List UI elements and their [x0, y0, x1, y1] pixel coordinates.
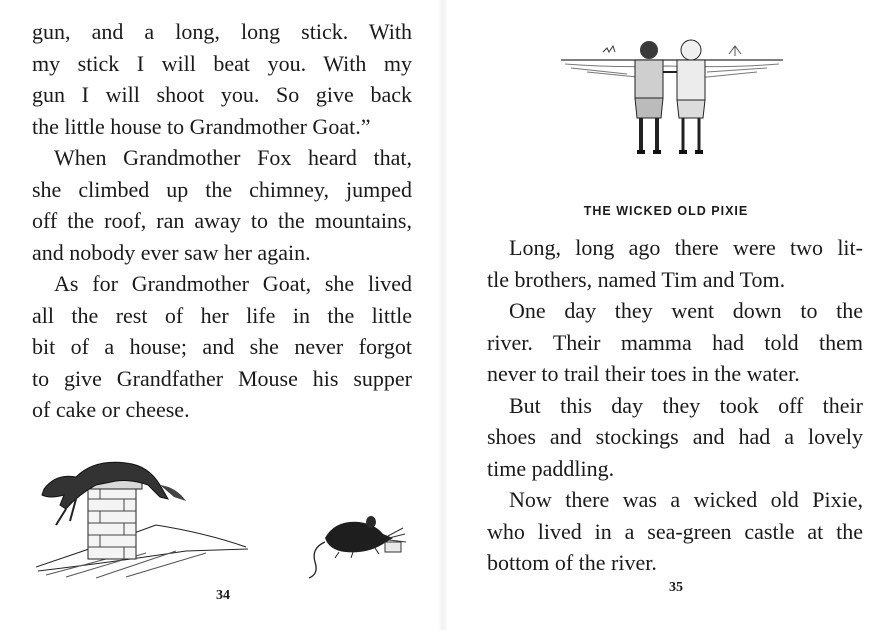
- right-page: [445, 0, 887, 630]
- paragraph: When Grandmother Fox heard that, she climbed up the chimney, jumped off the roof, ran away to the mountains, and nobody ever saw her again.: [32, 145, 412, 265]
- story-title: THE WICKED OLD PIXIE: [583, 204, 749, 218]
- left-page: [0, 0, 440, 630]
- paragraph: As for Grandmother Goat, she lived all the rest of her life in the little bit of a house; and she never forgot to give Grandfather Mouse his supper of cake or cheese.: [32, 271, 412, 422]
- paragraph: Long, long ago there were two lit- tle brothers, named Tim and Tom.: [487, 235, 863, 292]
- right-page-text: [487, 232, 863, 579]
- left-page-text: [32, 16, 412, 426]
- page-number: 34: [216, 588, 230, 603]
- paragraph: One day they went down to the river. Their mamma had told them never to trail their toes in the water.: [487, 298, 863, 386]
- two-boys-illustration: [557, 38, 787, 162]
- paragraph: gun, and a long, long stick. With my stick I will beat you. With my gun I will shoot you. So give back the little house to Grandmother Goat.”: [32, 19, 412, 139]
- paragraph: Now there was a wicked old Pixie, who lived in a sea-green castle at the bottom of the river.: [487, 487, 863, 575]
- page-number: 35: [669, 580, 683, 595]
- paragraph: But this day they took off their shoes and stockings and had a lovely time paddling.: [487, 392, 863, 481]
- fox-chimney-illustration: [36, 455, 250, 580]
- mouse-illustration: [305, 512, 409, 580]
